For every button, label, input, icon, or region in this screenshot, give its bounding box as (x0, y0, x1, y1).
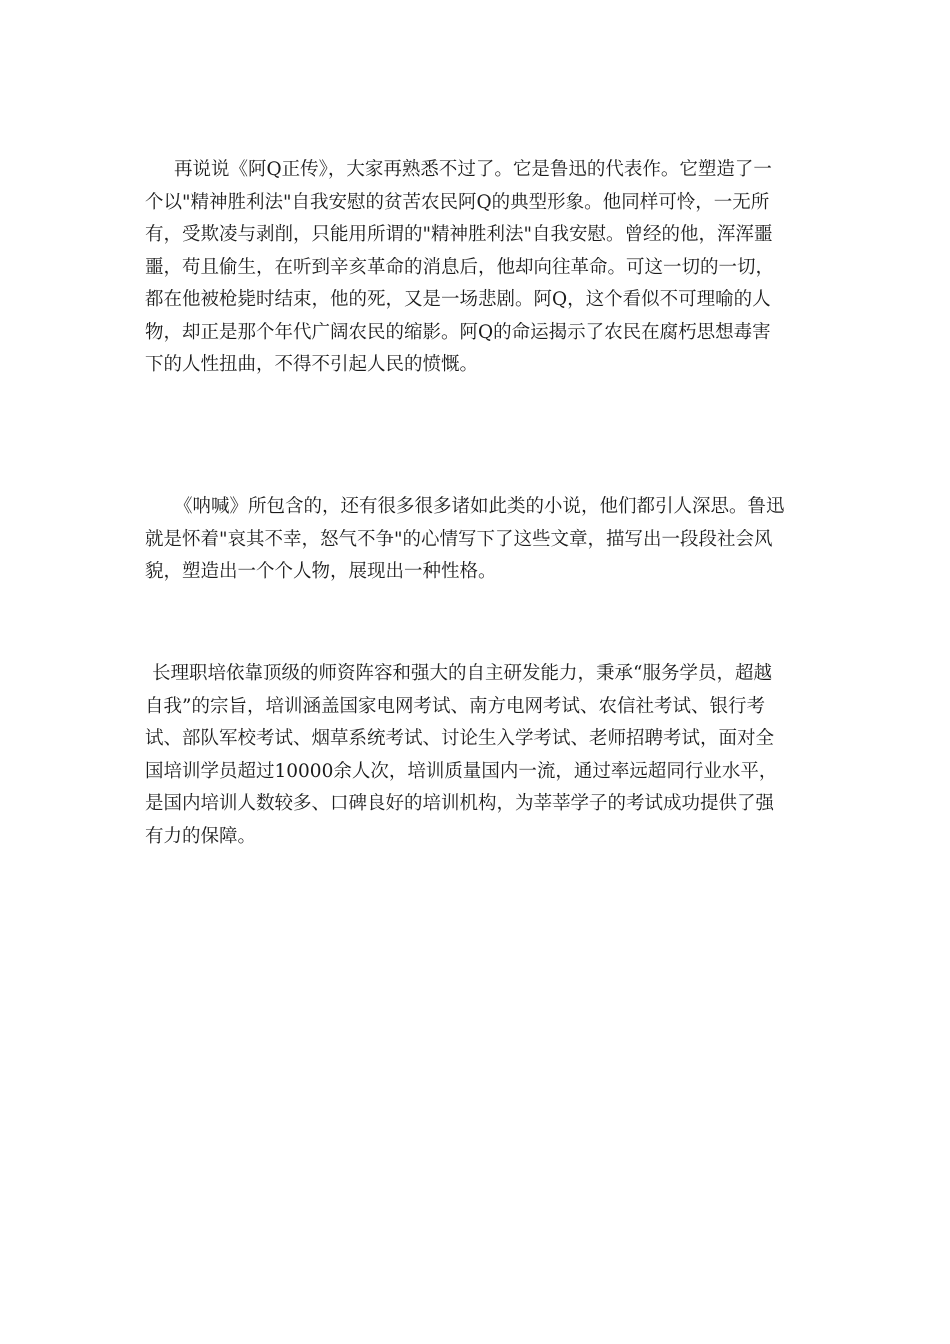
text-line: 《呐喊》所包含的，还有很多很多诸如此类的小说，他们都引人深思。鲁迅 (174, 496, 785, 517)
text-line: 都在他被枪毙时结束，他的死，又是一场悲剧。阿Q，这个看似不可理喻的人 (145, 289, 771, 310)
text-line: 自我”的宗旨，培训涵盖国家电网考试、南方电网考试、农信社考试、银行考 (145, 695, 765, 717)
text-line: 貌，塑造出一个个人物，展现出一种性格。 (145, 561, 497, 582)
text-line: 是国内培训人数较多、口碑良好的培训机构，为莘莘学子的考试成功提供了强 (145, 793, 775, 814)
text-line: 有力的保障。 (145, 825, 257, 847)
text-line: 试、部队军校考试、烟草系统考试、讨论生入学考试、老师招聘考试，面对全 (145, 728, 775, 749)
paragraph-nahan (145, 491, 810, 589)
paragraph-training-ad (145, 658, 810, 853)
text-line: 长理职培依靠顶级的师资阵容和强大的自主研发能力，秉承“服务学员，超越 (152, 663, 772, 684)
text-line: 物，却正是那个年代广阔农民的缩影。阿Q的命运揭示了农民在腐朽思想毒害 (145, 321, 771, 343)
text-line: 国培训学员超过10000余人次，培训质量国内一流，通过率远超同行业水平， (145, 760, 778, 782)
paragraph-a-q-zhengzhuan (145, 154, 810, 382)
text-line: 有，受欺凌与剥削，只能用所谓的"精神胜利法"自我安慰。曾经的他，浑浑噩 (145, 224, 773, 245)
text-line: 就是怀着"哀其不幸，怒气不争"的心情写下了这些文章，描写出一段段社会风 (145, 528, 773, 550)
text-line: 下的人性扭曲，不得不引起人民的愤慨。 (145, 354, 479, 375)
text-line: 再说说《阿Q正传》，大家再熟悉不过了。它是鲁迅的代表作。它塑造了一 (174, 159, 772, 180)
text-line: 噩，苟且偷生，在听到辛亥革命的消息后，他却向往革命。可这一切的一切， (145, 256, 775, 278)
text-line: 个以"精神胜利法"自我安慰的贫苦农民阿Q的典型形象。他同样可怜，一无所 (145, 191, 770, 213)
